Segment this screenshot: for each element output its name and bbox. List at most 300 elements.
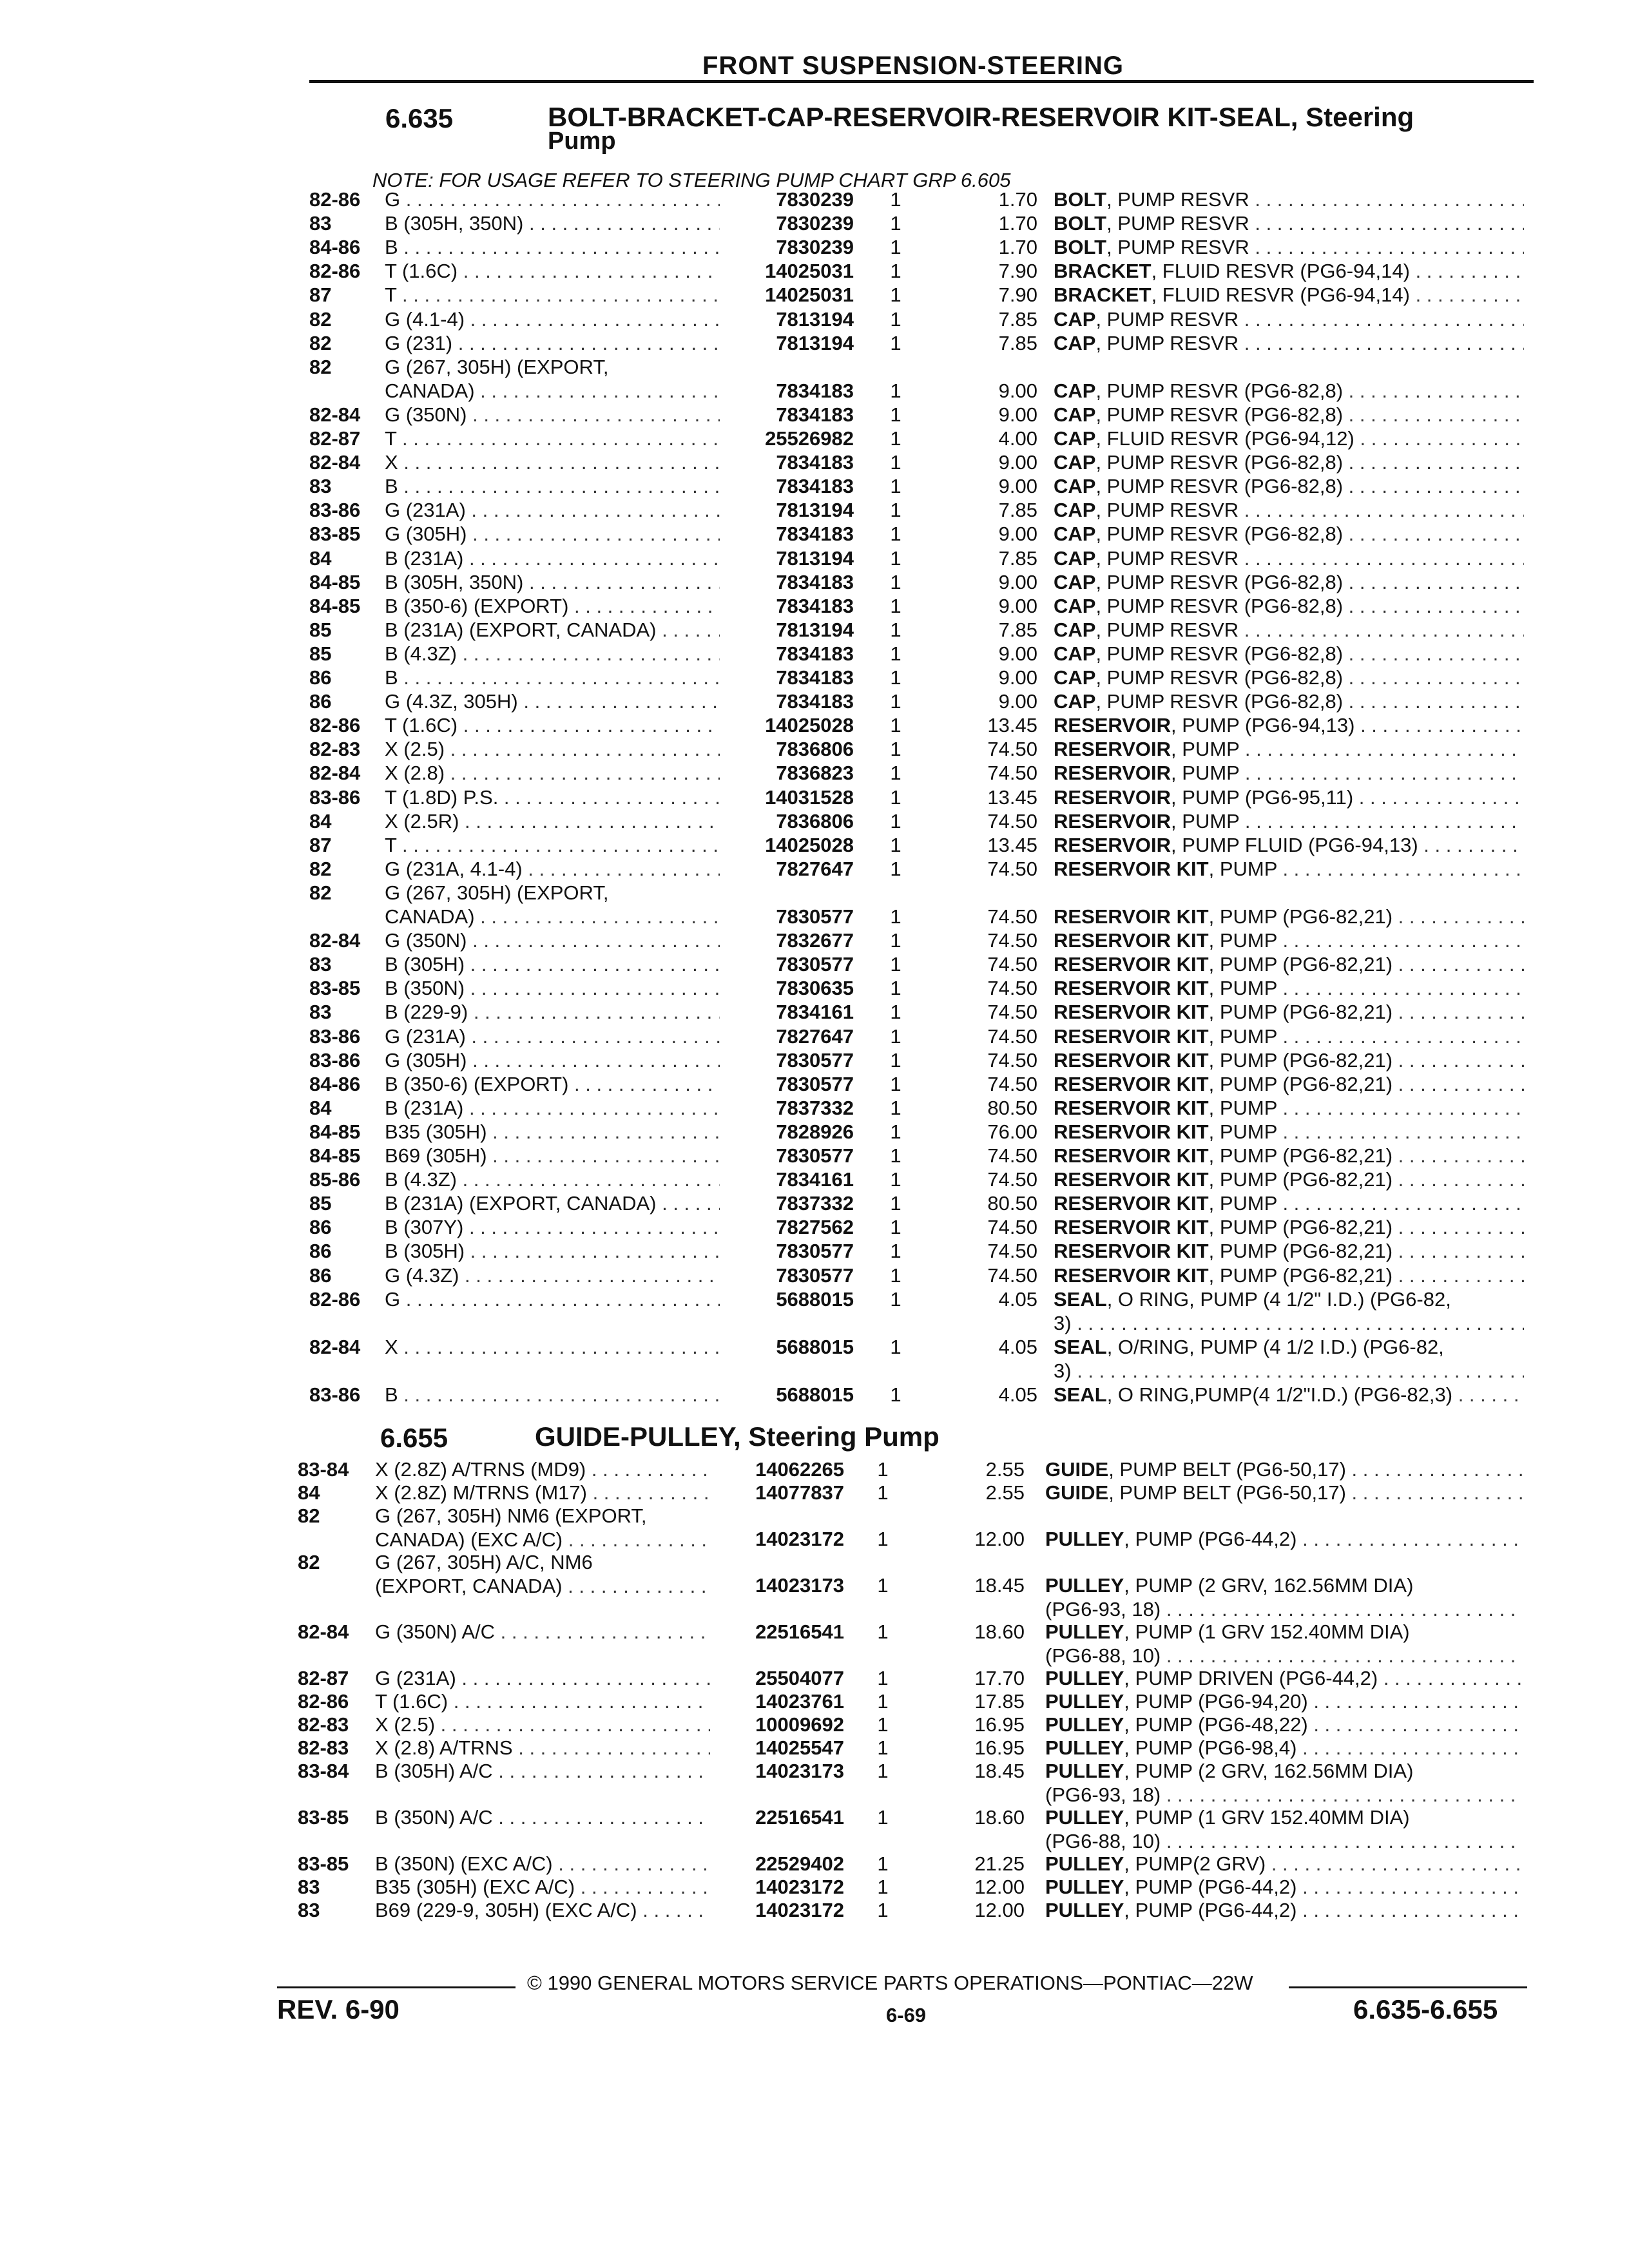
leader-dots — [1418, 834, 1524, 856]
model-years: 86 — [309, 1264, 332, 1287]
table-row — [0, 1048, 1629, 1072]
usage-description-text: CANADA) — [385, 905, 475, 928]
part-name — [1054, 785, 1524, 809]
usage-description-text: T (1.6C) — [385, 714, 458, 737]
usage-description — [375, 1713, 710, 1736]
part-name-bold: CAP — [1054, 499, 1096, 522]
part-name-line — [1054, 666, 1524, 689]
price: 1.70 — [998, 236, 1037, 259]
quantity: 1 — [890, 236, 901, 259]
leader-dots — [458, 260, 720, 282]
part-name-text: , PUMP RESVR (PG6-82,8) — [1095, 379, 1344, 402]
usage-description-text: B (4.3Z) — [385, 642, 457, 665]
quantity: 1 — [890, 1383, 901, 1406]
price: 74.50 — [987, 1048, 1037, 1072]
leader-dots — [1296, 1876, 1522, 1898]
table-row — [0, 857, 1629, 881]
leader-dots — [568, 595, 720, 617]
part-name-text: , PUMP (PG6-82,21) — [1208, 1264, 1393, 1287]
part-name-line — [1054, 1072, 1524, 1096]
usage-description-text: B35 (305H) (EXC A/C) — [375, 1876, 575, 1898]
leader-dots — [1308, 1713, 1522, 1736]
part-name — [1054, 283, 1524, 307]
part-number: 14023172 — [755, 1876, 844, 1898]
usage-description — [385, 307, 720, 331]
usage-description — [375, 1689, 710, 1713]
model-years: 84 — [309, 809, 332, 832]
quantity: 1 — [890, 451, 901, 474]
table-row — [0, 1215, 1629, 1239]
section-number: 6.635 — [385, 103, 454, 133]
part-name — [1045, 1666, 1522, 1690]
usage-description-text: CANADA) — [385, 379, 475, 402]
part-name — [1054, 833, 1524, 857]
part-number: 7813194 — [776, 546, 854, 570]
usage-description-line — [375, 1666, 710, 1690]
price: 76.00 — [987, 1120, 1037, 1143]
part-name-line — [1054, 952, 1524, 976]
part-name — [1045, 1898, 1522, 1922]
part-name-text: , PUMP (PG6-82,21) — [1208, 953, 1393, 976]
part-name-bold: CAP — [1054, 523, 1096, 546]
part-name-bold: BRACKET — [1054, 284, 1152, 307]
usage-description-line — [385, 498, 720, 522]
usage-description — [385, 1072, 720, 1096]
usage-description — [375, 1875, 710, 1899]
model-years: 82-86 — [309, 1287, 361, 1311]
part-name-text: , PUMP (PG6-82,21) — [1208, 1048, 1393, 1072]
quantity: 1 — [890, 1144, 901, 1167]
part-number: 14031528 — [765, 785, 854, 809]
part-number: 7834183 — [776, 475, 854, 498]
part-name-line — [1054, 474, 1524, 498]
usage-description-line — [385, 1120, 720, 1144]
usage-description-line — [375, 1620, 710, 1644]
usage-description-text: G — [385, 1287, 401, 1311]
part-name — [1054, 331, 1524, 355]
usage-description — [385, 1024, 720, 1048]
quantity: 1 — [877, 1899, 889, 1921]
part-name-text: (PG6-88, 10) — [1045, 1644, 1161, 1667]
table-row — [0, 187, 1629, 211]
usage-description-line — [385, 187, 720, 211]
leader-dots — [563, 1575, 710, 1597]
part-name — [1054, 618, 1524, 642]
part-number: 14023172 — [755, 1528, 844, 1550]
part-name — [1054, 1191, 1524, 1215]
part-name-text: 3) — [1054, 1311, 1072, 1334]
price: 13.45 — [987, 833, 1037, 856]
model-years: 83-84 — [298, 1760, 349, 1782]
part-name-line — [1054, 1264, 1524, 1287]
leader-dots — [1161, 1598, 1522, 1620]
part-name-bold: RESERVOIR — [1054, 785, 1171, 809]
part-name-bold: PULLEY — [1045, 1852, 1124, 1875]
quantity: 1 — [877, 1667, 889, 1689]
table-row — [0, 1504, 1629, 1550]
part-name — [1045, 1527, 1522, 1551]
part-name-line — [1045, 1898, 1522, 1922]
usage-description-text: B (229-9) — [385, 1001, 468, 1024]
leader-dots — [400, 188, 720, 211]
usage-description-text: CANADA) (EXC A/C) — [375, 1528, 563, 1551]
part-name-bold: RESERVOIR — [1054, 833, 1171, 856]
usage-description-line — [385, 713, 720, 737]
leader-dots — [1277, 1097, 1524, 1119]
table-row — [0, 1875, 1629, 1898]
part-name-bold: CAP — [1054, 379, 1096, 402]
usage-description-text: B (305H, 350N) — [385, 570, 524, 593]
part-name-line — [1054, 594, 1524, 618]
leader-dots — [398, 1383, 720, 1406]
usage-description-text: B (305H) A/C — [375, 1760, 493, 1782]
leader-dots — [1343, 523, 1524, 545]
model-years: 83-86 — [309, 785, 361, 809]
part-name-text: (PG6-93, 18) — [1045, 1598, 1161, 1620]
part-name-line — [1054, 1048, 1524, 1072]
part-name-bold: PULLEY — [1045, 1760, 1124, 1782]
table-row — [0, 881, 1629, 928]
part-name-bold: RESERVOIR — [1054, 714, 1171, 737]
usage-description-text: B69 (305H) — [385, 1144, 487, 1167]
part-number: 7830635 — [776, 977, 854, 1000]
part-name-line — [1054, 689, 1524, 713]
price: 74.50 — [987, 1264, 1037, 1287]
part-number: 5688015 — [776, 1383, 854, 1406]
table-row — [0, 1144, 1629, 1168]
part-number: 7830577 — [776, 1072, 854, 1095]
leader-dots — [466, 1025, 720, 1048]
quantity: 1 — [890, 666, 901, 689]
model-years: 84 — [309, 546, 332, 570]
part-name-line — [1054, 833, 1524, 857]
table-row — [0, 474, 1629, 498]
table-row — [0, 498, 1629, 522]
leader-dots — [1343, 571, 1524, 593]
price: 12.00 — [974, 1528, 1025, 1550]
model-years: 82-84 — [309, 762, 361, 785]
leader-dots — [1296, 1736, 1522, 1759]
quantity: 1 — [877, 1713, 889, 1736]
usage-description-text: B69 (229-9, 305H) (EXC A/C) — [375, 1899, 637, 1921]
price: 74.50 — [987, 1072, 1037, 1095]
leader-dots — [396, 284, 720, 306]
price: 13.45 — [987, 714, 1037, 737]
usage-description-line — [375, 1805, 710, 1829]
part-name — [1045, 1875, 1522, 1899]
table-row — [0, 1759, 1629, 1805]
leader-dots — [1393, 953, 1524, 975]
part-name-line — [1054, 1168, 1524, 1191]
part-name-line — [1054, 713, 1524, 737]
usage-description-line — [375, 1759, 710, 1783]
usage-description — [385, 833, 720, 857]
part-name — [1054, 546, 1524, 570]
part-name-bold: BOLT — [1054, 236, 1107, 259]
part-name — [1045, 1573, 1522, 1621]
part-name — [1054, 1144, 1524, 1168]
part-name-line — [1054, 1024, 1524, 1048]
part-name-bold: PULLEY — [1045, 1736, 1124, 1759]
part-name-bold: RESERVOIR KIT — [1054, 1264, 1209, 1287]
usage-description-text: X (2.5) — [385, 738, 445, 761]
model-years: 86 — [309, 690, 332, 713]
usage-description — [385, 809, 720, 833]
table-row — [0, 570, 1629, 594]
part-name-bold: SEAL — [1054, 1383, 1107, 1406]
part-name-text: , PUMP RESVR (PG6-82,8) — [1095, 403, 1344, 426]
table-row — [0, 1736, 1629, 1759]
part-name-line — [1054, 976, 1524, 1000]
usage-description-line — [375, 1457, 710, 1481]
part-name — [1054, 307, 1524, 331]
part-number: 7830577 — [776, 1144, 854, 1167]
leader-dots — [1239, 810, 1524, 832]
usage-description — [385, 952, 720, 976]
table-row — [0, 689, 1629, 713]
leader-dots — [1393, 1049, 1524, 1072]
part-name-bold: RESERVOIR — [1054, 809, 1171, 832]
leader-dots — [459, 810, 720, 832]
quantity: 1 — [890, 260, 901, 283]
part-name — [1054, 1000, 1524, 1024]
part-name-line — [1045, 1875, 1522, 1899]
leader-dots — [398, 236, 720, 258]
part-name — [1054, 857, 1524, 881]
part-name-text: , PUMP (2 GRV, 162.56MM DIA) — [1124, 1574, 1414, 1597]
usage-description-line — [375, 1713, 710, 1736]
part-name-text: , FLUID RESVR (PG6-94,14) — [1151, 284, 1410, 307]
table-row — [0, 618, 1629, 642]
leader-dots — [1239, 332, 1524, 354]
leader-dots — [1249, 212, 1524, 235]
part-name — [1054, 570, 1524, 594]
part-name-line — [1054, 1215, 1524, 1239]
leader-dots — [523, 571, 720, 593]
part-name — [1045, 1805, 1522, 1853]
usage-description-text: G (4.1-4) — [385, 307, 465, 331]
usage-description-line — [385, 235, 720, 259]
usage-description-line — [385, 1000, 720, 1024]
leader-dots — [1393, 1240, 1524, 1262]
part-name-bold: PULLEY — [1045, 1667, 1124, 1689]
part-name-text: , PUMP (PG6-94,20) — [1124, 1690, 1308, 1713]
leader-dots — [1393, 1264, 1524, 1287]
usage-description-line — [375, 1852, 710, 1876]
usage-description — [375, 1805, 710, 1829]
part-name — [1054, 594, 1524, 618]
model-years: 82-87 — [309, 427, 361, 450]
part-name-line — [1054, 1000, 1524, 1024]
usage-description-line — [385, 1168, 720, 1191]
usage-description — [385, 713, 720, 737]
leader-dots — [1354, 427, 1524, 450]
usage-description-line — [385, 1383, 720, 1407]
part-name-text: , PUMP — [1171, 738, 1240, 761]
model-years: 82-84 — [298, 1620, 349, 1643]
usage-description-line — [385, 474, 720, 498]
usage-description-line — [385, 952, 720, 976]
usage-description — [385, 355, 720, 403]
part-name-text: , PUMP RESVR — [1095, 307, 1239, 331]
usage-description — [375, 1620, 710, 1644]
part-name-line — [1045, 1573, 1522, 1597]
price: 74.50 — [987, 1168, 1037, 1191]
part-name-line — [1054, 1191, 1524, 1215]
leader-dots — [1343, 403, 1524, 426]
usage-description-text: T (1.6C) — [385, 260, 458, 283]
leader-dots — [1249, 236, 1524, 258]
leader-dots — [1393, 1216, 1524, 1238]
leader-dots — [467, 403, 720, 426]
part-name — [1045, 1852, 1522, 1876]
quantity: 1 — [890, 1335, 901, 1358]
model-years: 86 — [309, 1240, 332, 1263]
quantity: 1 — [877, 1876, 889, 1898]
part-name-line — [1054, 1239, 1524, 1263]
price: 7.90 — [998, 260, 1037, 283]
table-row — [0, 737, 1629, 761]
part-name-text: , PUMP — [1208, 1096, 1277, 1119]
model-years: 83 — [309, 953, 332, 976]
leader-dots — [463, 1216, 720, 1238]
part-name-line — [1054, 307, 1524, 331]
part-name-bold: RESERVOIR KIT — [1054, 977, 1209, 1000]
leader-dots — [396, 834, 720, 856]
usage-description — [385, 1383, 720, 1407]
model-years: 86 — [309, 1216, 332, 1239]
usage-description-text: T — [385, 833, 397, 856]
model-years: 82-84 — [309, 1335, 361, 1358]
leader-dots — [398, 475, 720, 497]
leader-dots — [465, 953, 720, 975]
usage-description — [385, 403, 720, 427]
part-name-bold: RESERVOIR KIT — [1054, 1096, 1209, 1119]
usage-description — [385, 1264, 720, 1287]
part-name — [1054, 809, 1524, 833]
part-name-line — [1045, 1689, 1522, 1713]
part-name-text: , PUMP RESVR (PG6-82,8) — [1095, 523, 1344, 546]
part-name-line — [1054, 618, 1524, 642]
part-name-text: , PUMP FLUID (PG6-94,13) — [1171, 833, 1418, 856]
part-number: 7830577 — [776, 1264, 854, 1287]
table-row — [0, 1481, 1629, 1504]
leader-dots — [468, 1001, 720, 1023]
part-name — [1045, 1620, 1522, 1667]
model-years: 83 — [298, 1899, 320, 1921]
part-name-line — [1054, 498, 1524, 522]
usage-description — [385, 474, 720, 498]
table-row — [0, 1550, 1629, 1620]
price: 9.00 — [998, 594, 1037, 617]
leader-dots — [466, 499, 720, 521]
part-name-bold: RESERVOIR KIT — [1054, 1168, 1209, 1191]
price: 7.85 — [998, 307, 1037, 331]
part-name-line — [1054, 403, 1524, 427]
part-name-line — [1054, 427, 1524, 450]
usage-description-line — [385, 211, 720, 235]
quantity: 1 — [890, 284, 901, 307]
part-number: 7836806 — [776, 809, 854, 832]
part-number: 14023172 — [755, 1899, 844, 1921]
leader-dots — [1378, 1667, 1522, 1689]
usage-description-text: B (350N) — [385, 977, 465, 1000]
part-number: 7827562 — [776, 1216, 854, 1239]
leader-dots — [1343, 451, 1524, 474]
model-years: 83 — [309, 1001, 332, 1024]
part-name-bold: BOLT — [1054, 212, 1107, 235]
leader-dots — [1343, 380, 1524, 402]
part-name-bold: RESERVOIR KIT — [1054, 1001, 1209, 1024]
part-name-text: , PUMP (2 GRV, 162.56MM DIA) — [1124, 1760, 1414, 1782]
part-name-line — [1054, 1120, 1524, 1144]
leader-dots — [495, 1620, 710, 1643]
leader-dots — [1161, 1830, 1522, 1852]
usage-description-text: G (231A) — [385, 499, 466, 522]
table-row — [0, 1024, 1629, 1048]
part-name-line — [1045, 1759, 1522, 1783]
price: 18.60 — [974, 1806, 1025, 1829]
usage-description — [385, 522, 720, 546]
leader-dots — [475, 905, 720, 928]
part-number: 7832677 — [776, 929, 854, 952]
model-years: 82 — [309, 355, 332, 378]
leader-dots — [586, 1458, 710, 1481]
footer-rule-left — [277, 1986, 516, 1988]
usage-description — [385, 1096, 720, 1120]
leader-dots — [459, 1264, 720, 1287]
part-number: 7813194 — [776, 499, 854, 522]
table-row — [0, 1264, 1629, 1287]
part-name-line — [1054, 1144, 1524, 1168]
price: 74.50 — [987, 762, 1037, 785]
usage-description-text: G (231A) — [385, 1024, 466, 1048]
part-name-line — [1045, 1527, 1522, 1551]
price: 21.25 — [974, 1852, 1025, 1875]
usage-description — [375, 1550, 710, 1598]
part-name-line — [1054, 761, 1524, 785]
model-years: 82 — [309, 307, 332, 331]
part-number: 7830239 — [776, 212, 854, 235]
leader-dots — [435, 1713, 710, 1736]
quantity: 1 — [890, 1120, 901, 1143]
part-name-text: , PUMP RESVR — [1095, 331, 1239, 354]
part-name-bold: GUIDE — [1045, 1481, 1109, 1504]
quantity: 1 — [877, 1458, 889, 1481]
leader-dots — [1277, 858, 1524, 880]
part-name-bold: PULLEY — [1045, 1574, 1124, 1597]
usage-description — [385, 450, 720, 474]
part-name-bold: CAP — [1054, 427, 1096, 450]
part-name-text: , PUMP (PG6-82,21) — [1208, 905, 1393, 928]
leader-dots — [498, 786, 720, 809]
part-name-text: , O RING, PUMP (4 1/2" I.D.) (PG6-82, — [1106, 1287, 1451, 1311]
quantity: 1 — [877, 1620, 889, 1643]
leader-dots — [1393, 905, 1524, 928]
table-row — [0, 833, 1629, 857]
part-name-text: 3) — [1054, 1359, 1072, 1382]
quantity: 1 — [877, 1806, 889, 1829]
price: 9.00 — [998, 666, 1037, 689]
price: 4.05 — [998, 1335, 1037, 1358]
part-name-line — [1045, 1713, 1522, 1736]
leader-dots — [467, 1049, 720, 1072]
quantity: 1 — [890, 1192, 901, 1215]
leader-dots — [1354, 714, 1524, 736]
part-name-text: , PUMP RESVR — [1106, 188, 1249, 211]
part-number: 7830577 — [776, 1240, 854, 1263]
leader-dots — [1393, 1073, 1524, 1095]
